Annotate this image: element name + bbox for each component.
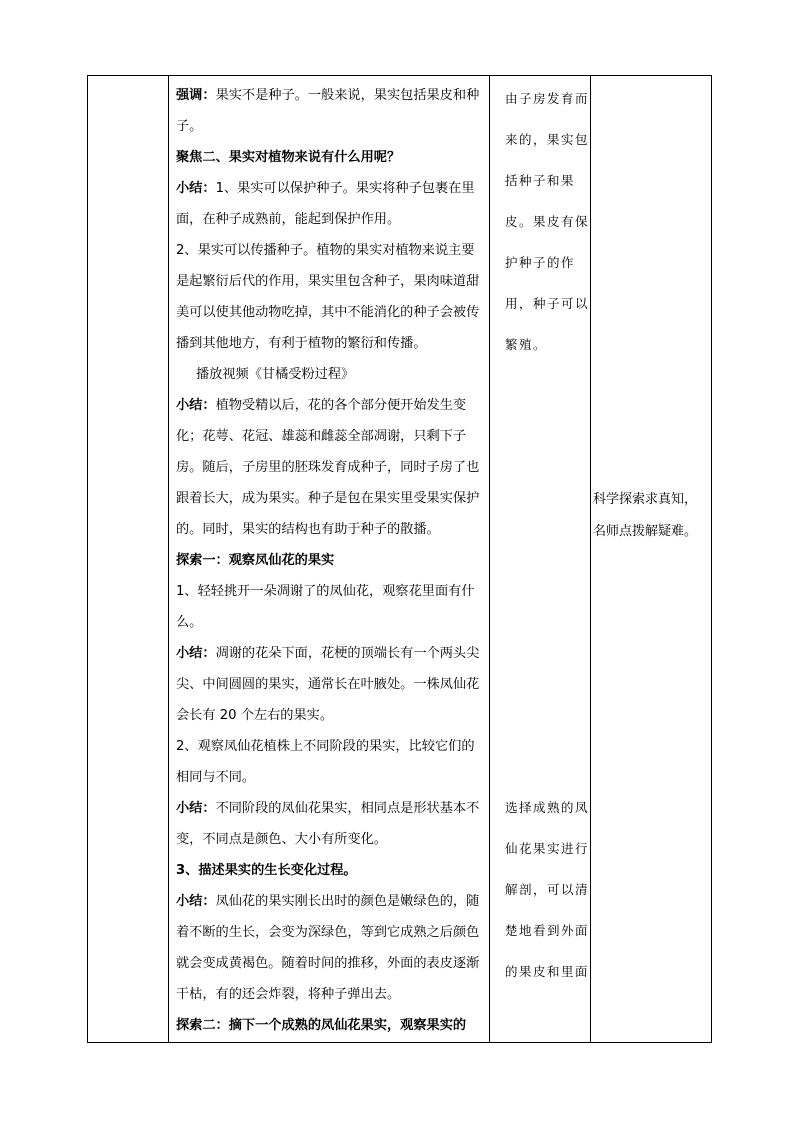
heading-explore-two: 探索二：摘下一个成熟的凤仙花果实，观察果实的: [176, 1018, 467, 1033]
paragraph-summary-5: 小结：凤仙花的果实刚长出时的颜色是嫩绿色的，随着不断的生长，会变为深绿色，等到它成熟之后颜色就会变成黄褐色。随着时间的推移，外面的表皮逐渐干枯，有的还会炸裂，将种子弹出去。: [176, 894, 480, 1002]
paragraph-video: 播放视频《甘橘受粉过程》: [196, 367, 355, 382]
paragraph-point-2: 2、果实可以传播种子。植物的果实对植物来说主要是起繁衍后代的作用，果实里包含种子，果肉味道甜美可以使其他动物吃掉，其中不能消化的种子会被传播到其他地方，有利于植物的繁衍和传播。: [176, 243, 480, 351]
heading-step-3: 3、描述果实的生长变化过程。: [176, 863, 357, 878]
note-fruit-origin: 由子房发育而来的，果实包括种子和果皮。果皮有保护种子的作用，种子可以繁殖。: [505, 91, 590, 352]
paragraph-summary-4: 小结：不同阶段的凤仙花果实，相同点是形状基本不变，不同点是颜色、大小有所变化。: [176, 801, 480, 847]
design-intent-note: 科学探索求真知，名师点拨解疑难。: [593, 492, 698, 539]
heading-explore-one: 探索一：观察凤仙花的果实: [176, 553, 335, 568]
lesson-table: [87, 75, 712, 1043]
column-empty: [88, 76, 169, 1043]
column-design-intent: [591, 76, 712, 1043]
heading-focus-two: 聚焦二、果实对植物来说有什么用呢？: [176, 150, 401, 165]
paragraph-summary-1: 小结：1、果实可以保护种子。果实将种子包裹在里面，在种子成熟前，能起到保护作用。: [176, 181, 475, 227]
column-teaching-content: [169, 76, 490, 1043]
paragraph-step-1: 1、轻轻挑开一朵凋谢了的凤仙花，观察花里面有什么。: [176, 584, 475, 630]
paragraph-summary-3: 小结：凋谢的花朵下面，花梗的顶端长有一个两头尖尖、中间圆圆的果实，通常长在叶腋处。一株凤仙花会长有 20 个左右的果实。: [176, 646, 480, 723]
note-dissection: 选择成熟的凤仙花果实进行解剖，可以清楚地看到外面的果皮和里面: [505, 800, 590, 979]
paragraph-summary-2: 小结：植物受精以后，花的各个部分便开始发生变化；花萼、花冠、雄蕊和雌蕊全部凋谢，只剩下子房。随后，子房里的胚珠发育成种子，同时子房了也跟着长大，成为果实。种子是包在果实里受果实保护的。同时，果实的结构也有助于种子的散播。: [176, 398, 480, 537]
teaching-content: [169, 76, 489, 1041]
paragraph-step-2: 2、观察凤仙花植株上不同阶段的果实，比较它们的相同与不同。: [176, 739, 475, 785]
paragraph-emphasis: 强调：果实不是种子。一般来说，果实包括果皮和种子。: [176, 88, 480, 134]
